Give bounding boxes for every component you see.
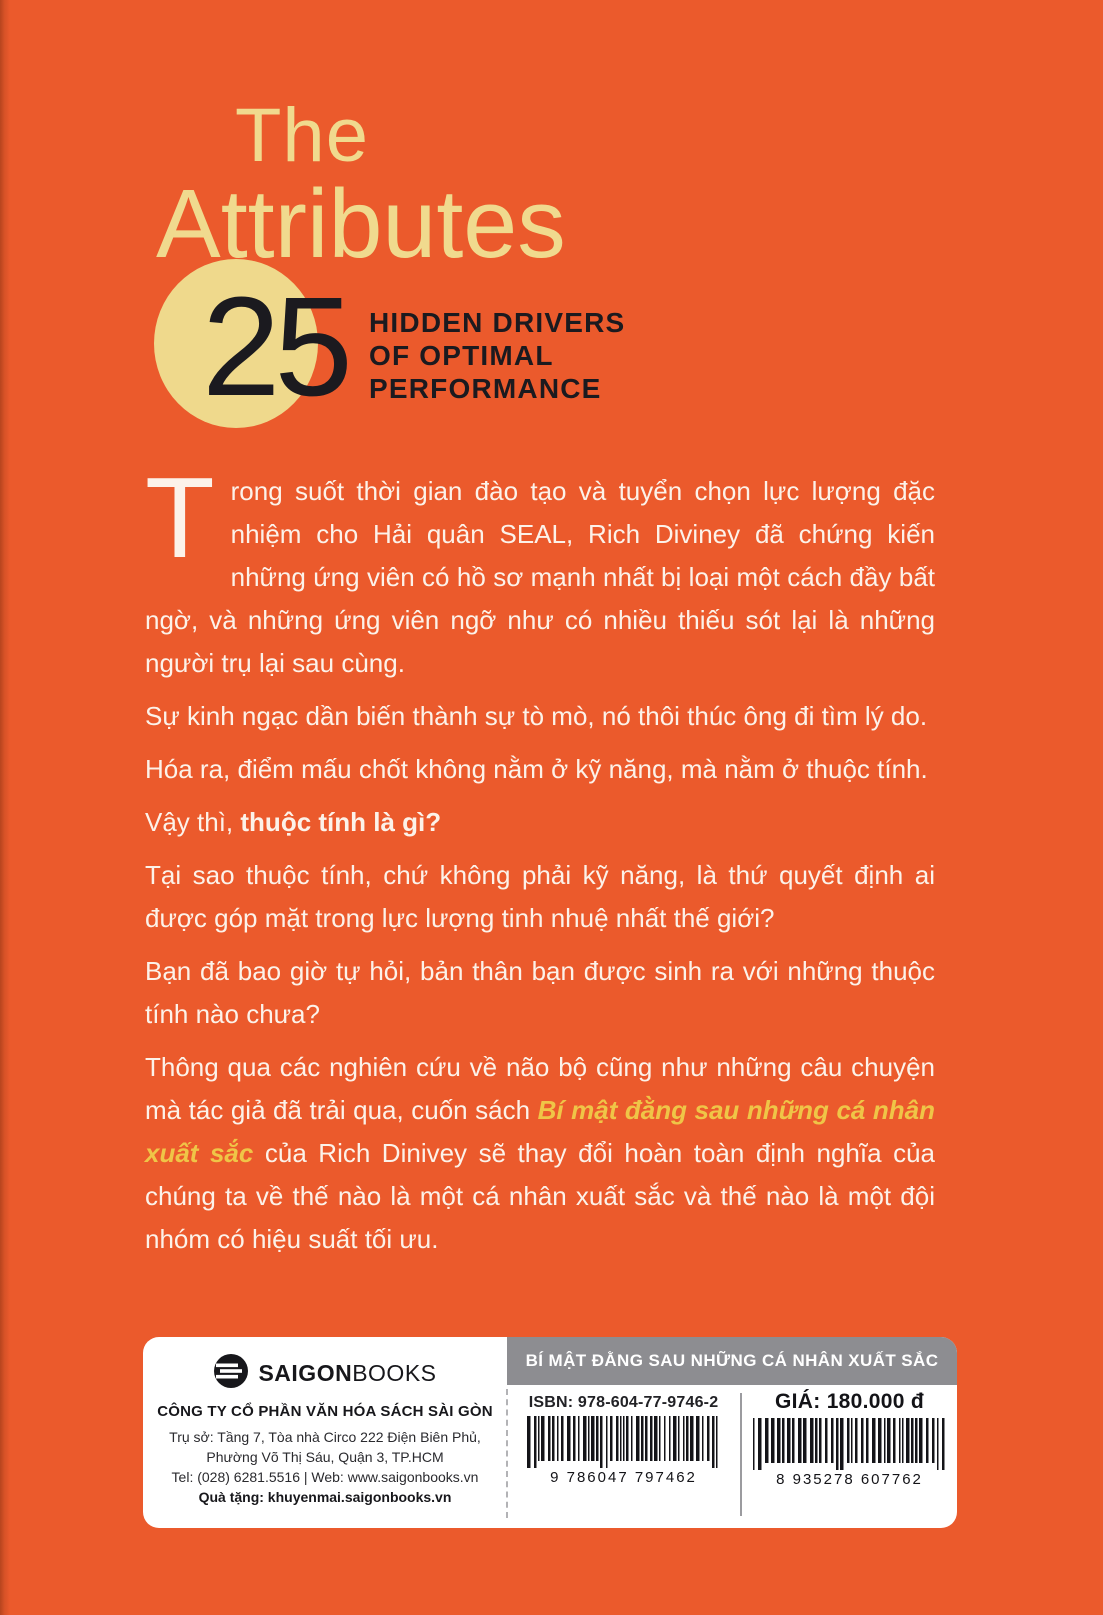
book-title-bar: BÍ MẬT ĐẰNG SAU NHỮNG CÁ NHÂN XUẤT SẮC <box>507 1337 957 1385</box>
contact-line: Tel: (028) 6281.5516 | Web: www.saigonbooks.vn <box>171 1469 479 1485</box>
company-name: CÔNG TY CỔ PHẦN VĂN HÓA SÁCH SÀI GÒN <box>157 1403 493 1420</box>
price-barcode <box>751 1418 949 1488</box>
price-cell <box>742 1385 957 1528</box>
subtitle-line: OF OPTIMAL <box>369 340 554 371</box>
publisher-info-box <box>143 1337 957 1528</box>
back-blurb <box>145 455 935 1261</box>
blurb-paragraph: Sự kinh ngạc dần biến thành sự tò mò, nó thôi thúc ông đi tìm lý do. <box>145 701 928 731</box>
isbn-cell <box>507 1385 740 1528</box>
blurb-paragraph: Tại sao thuộc tính, chứ không phải kỹ năng, là thứ quyết định ai được góp mặt trong lực lượng tinh nhuệ nhất thế giới? <box>145 860 935 933</box>
barcode-panel <box>507 1337 957 1528</box>
book-title-line1: The <box>235 93 369 178</box>
subtitle-line: HIDDEN DRIVERS <box>369 307 626 338</box>
blurb-paragraph: Vậy thì, thuộc tính là gì? <box>145 807 442 837</box>
publisher-panel <box>143 1337 507 1528</box>
dropcap-letter: T <box>145 455 215 582</box>
badge-number-25: 25 <box>202 267 347 425</box>
spine-shadow <box>0 0 10 1615</box>
isbn-digits: 9 786047 797462 <box>550 1469 697 1486</box>
book-title-line2: Attributes <box>156 169 566 278</box>
blurb-paragraph: Hóa ra, điểm mấu chốt không nằm ở kỹ năng, mà nằm ở thuộc tính. <box>145 754 928 784</box>
isbn-label: ISBN: 978-604-77-9746-2 <box>528 1394 719 1411</box>
book-subtitle <box>369 306 625 405</box>
blurb-paragraph: Trong suốt thời gian đào tạo và tuyển chọn lực lượng đặc nhiệm cho Hải quân SEAL, Rich Diviney đã chứng kiến những ứng viên có hồ sơ mạnh nhất bị loại một cách đầy bất ngờ, và những ứng viên ngỡ như có nhiều thiếu sót lại là những người trụ lại sau cùng. <box>145 455 935 678</box>
blurb-paragraph: Bạn đã bao giờ tự hỏi, bản thân bạn được sinh ra với những thuộc tính nào chưa? <box>145 956 935 1029</box>
blurb-paragraph: Thông qua các nghiên cứu về não bộ cũng như những câu chuyện mà tác giả đã trải qua, cuốn sách Bí mật đằng sau những cá nhân xuất sắc của Rich Dinivey sẽ thay đổi hoàn toàn định nghĩa của chúng ta về thế nào là một cá nhân xuất sắc và thế nào là một đội nhóm có hiệu suất tối ưu. <box>145 1052 935 1254</box>
publisher-logo-text: SAIGONBOOKS <box>258 1360 437 1386</box>
highlighted-book-title: Bí mật đằng sau những cá nhân xuất sắc <box>145 1095 935 1168</box>
codes-row <box>507 1385 957 1528</box>
subtitle-line: PERFORMANCE <box>369 373 602 404</box>
isbn-barcode <box>525 1416 723 1486</box>
price-digits: 8 935278 607762 <box>776 1471 923 1488</box>
gift-line: Quà tặng: khuyenmai.saigonbooks.vn <box>198 1489 452 1505</box>
address-line-2: Phường Võ Thị Sáu, Quận 3, TP.HCM <box>206 1449 444 1465</box>
dashed-divider <box>506 1389 508 1518</box>
saigonbooks-logo-icon <box>213 1353 249 1394</box>
price-label: GIÁ: 180.000 đ <box>775 1390 924 1413</box>
address-line-1: Trụ sở: Tầng 7, Tòa nhà Circo 222 Điện Biên Phủ, <box>169 1429 481 1445</box>
publisher-logo <box>143 1353 507 1394</box>
